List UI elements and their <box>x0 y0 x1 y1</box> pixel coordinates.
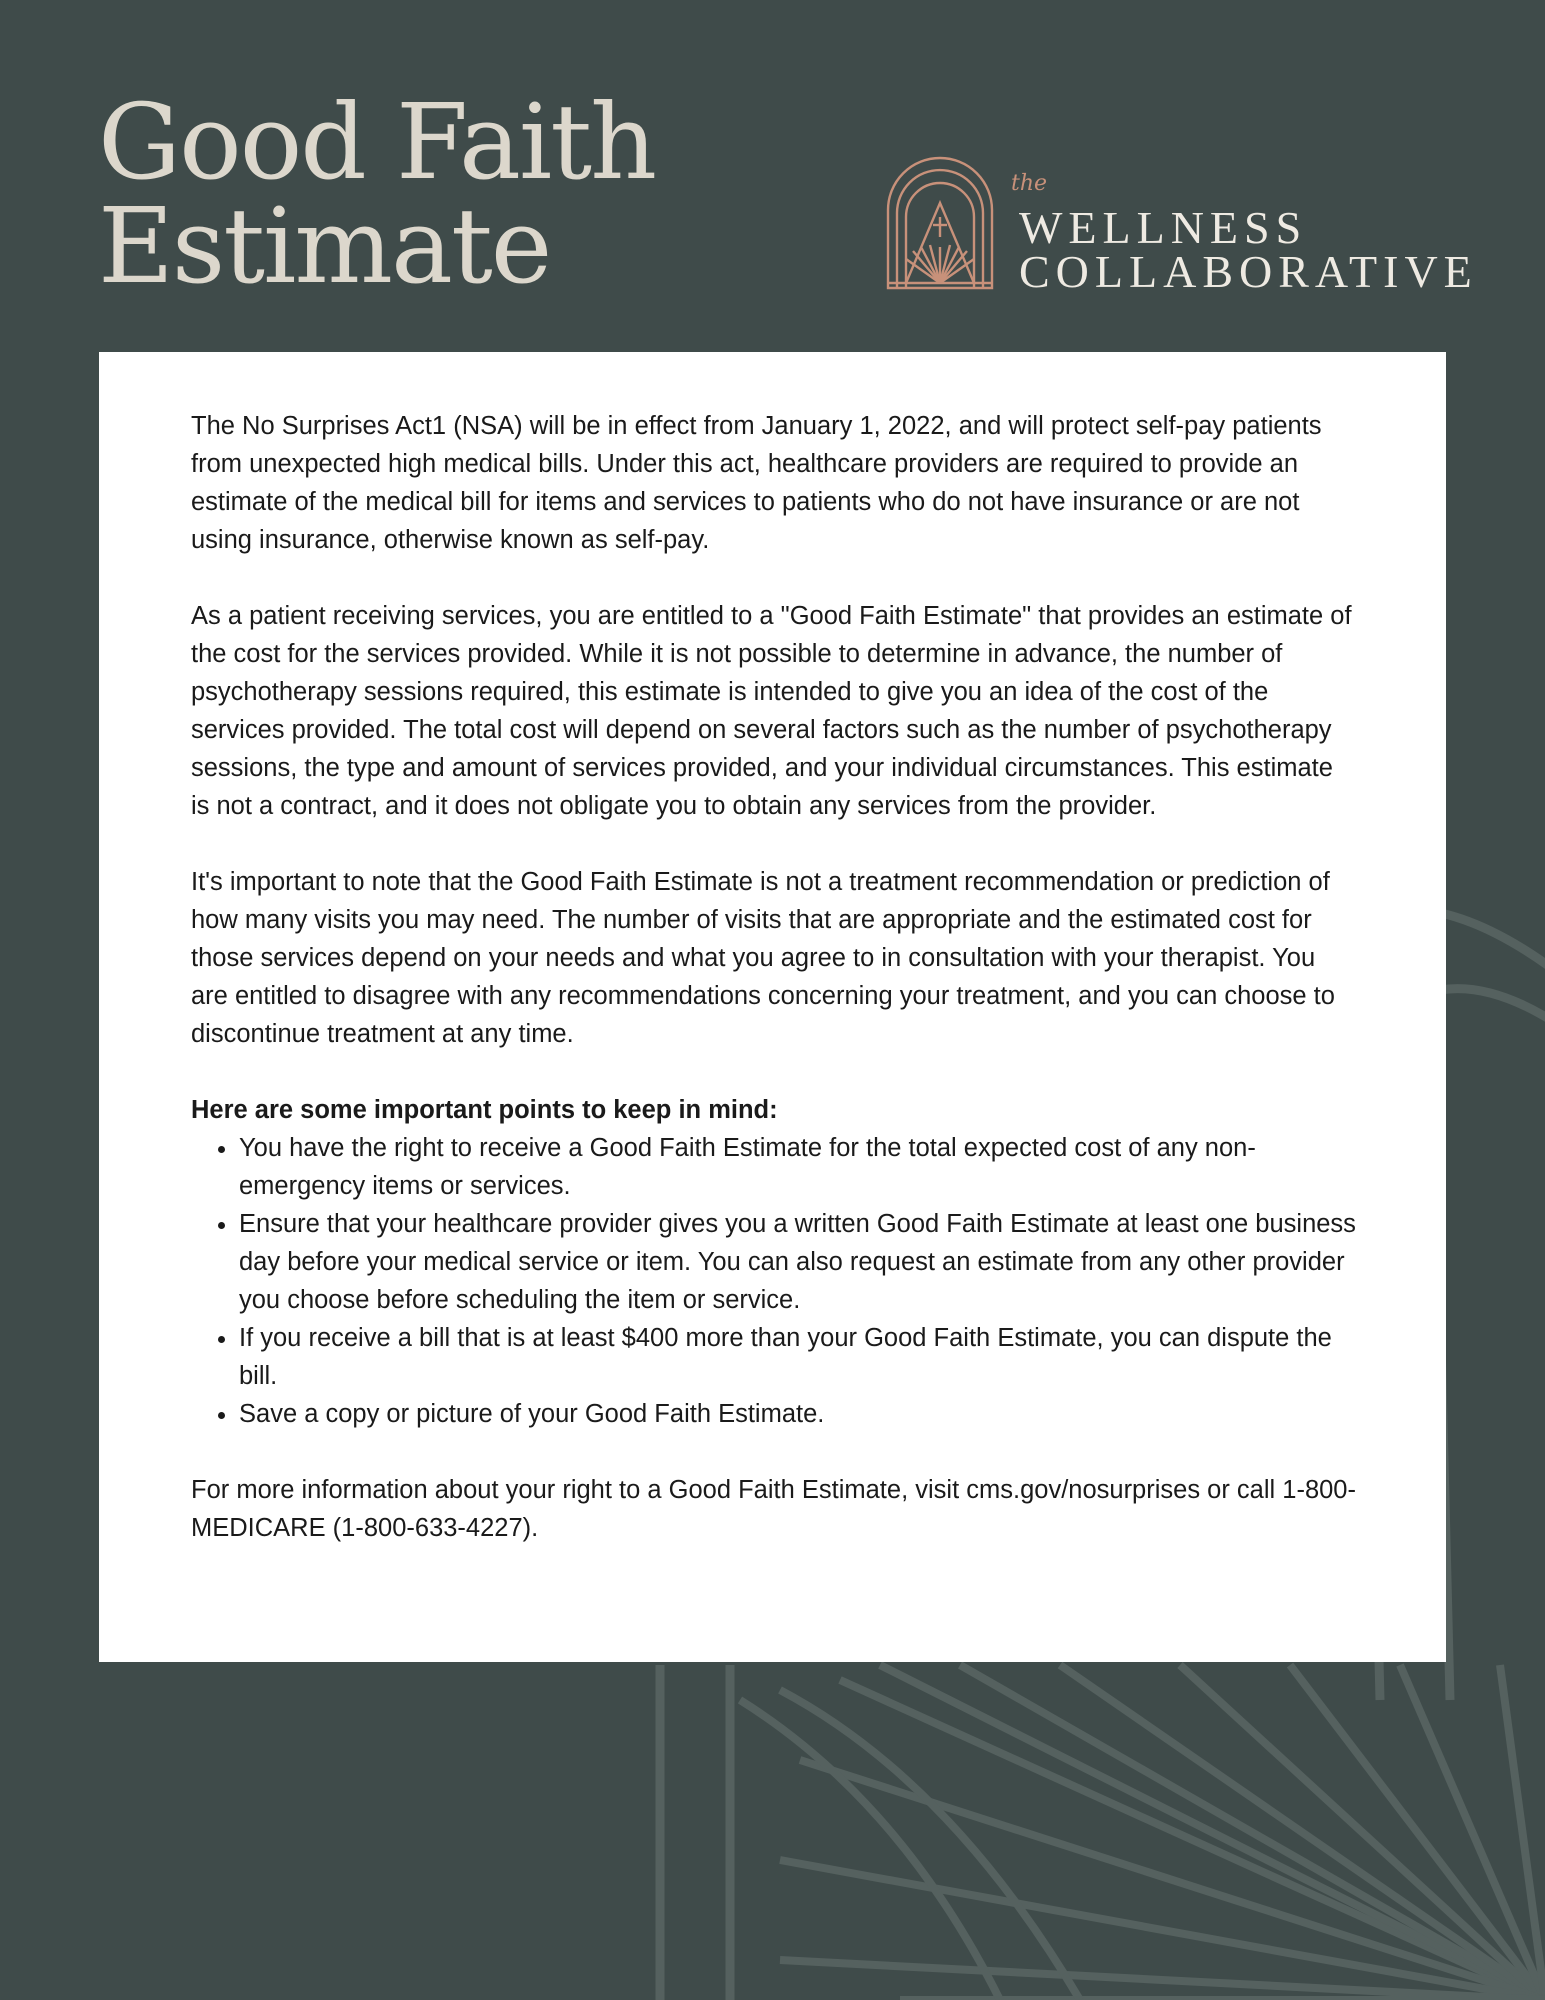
list-item: • Ensure that your healthcare provider gives you a written Good Faith Estimate at least one business day before your medical service or item. You can also request an estimate from any other provider you choose before scheduling the item or service. <box>239 1205 1356 1319</box>
list-item: • If you receive a bill that is at least $400 more than your Good Faith Estimate, you can dispute the bill. <box>239 1319 1356 1395</box>
page-title-line1: Good Faith <box>98 81 656 203</box>
logo-small-word: the <box>1011 171 1048 196</box>
list-item: • You have the right to receive a Good Faith Estimate for the total expected cost of any non-emergency items or services. <box>239 1129 1356 1205</box>
list-item: • Save a copy or picture of your Good Faith Estimate. <box>239 1395 1356 1433</box>
page-title-line2: Estimate <box>98 185 551 307</box>
intro-paragraph: The No Surprises Act1 (NSA) will be in effect from January 1, 2022, and will protect self-pay patients from unexpected high medical bills. Under this act, healthcare providers are required to provide an estimate of the medical bill for items and services to patients who do not have insurance or are not using insurance, otherwise known as self-pay. <box>191 412 1322 554</box>
content-card <box>99 352 1446 1662</box>
important-note-paragraph: It's important to note that the Good Faith Estimate is not a treatment recommendation or prediction of how many visits you may need. The number of visits that are appropriate and the estimated cost for those services depend on your needs and what you agree to in consultation with your therapist. You are entitled to disagree with any recommendations concerning your treatment, and you can choose to discontinue treatment at any time. <box>191 868 1335 1048</box>
arch-sunburst-logo-icon <box>885 155 995 290</box>
closing-paragraph: For more information about your right to a Good Faith Estimate, visit cms.gov/nosurprises or call 1-800-MEDICARE (1-800-633-4227). <box>191 1476 1356 1542</box>
logo-wordmark-line2: COLLABORATIVE <box>1019 246 1478 297</box>
brand-logo <box>885 155 1478 297</box>
entitlement-paragraph: As a patient receiving services, you are entitled to a "Good Faith Estimate" that provides an estimate of the cost for the services provided. While it is not possible to determine in advance, the number of psychotherapy sessions required, this estimate is intended to give you an idea of the cost of the services provided. The total cost will depend on several factors such as the number of psychotherapy sessions, the type and amount of services provided, and your individual circumstances. This estimate is not a contract, and it does not obligate you to obtain any services from the provider. <box>191 602 1352 820</box>
page-title <box>98 81 656 307</box>
points-heading: Here are some important points to keep in mind: <box>191 1096 778 1124</box>
logo-wordmark-line1: WELLNESS <box>1019 202 1308 253</box>
points-list <box>191 1129 1356 1433</box>
